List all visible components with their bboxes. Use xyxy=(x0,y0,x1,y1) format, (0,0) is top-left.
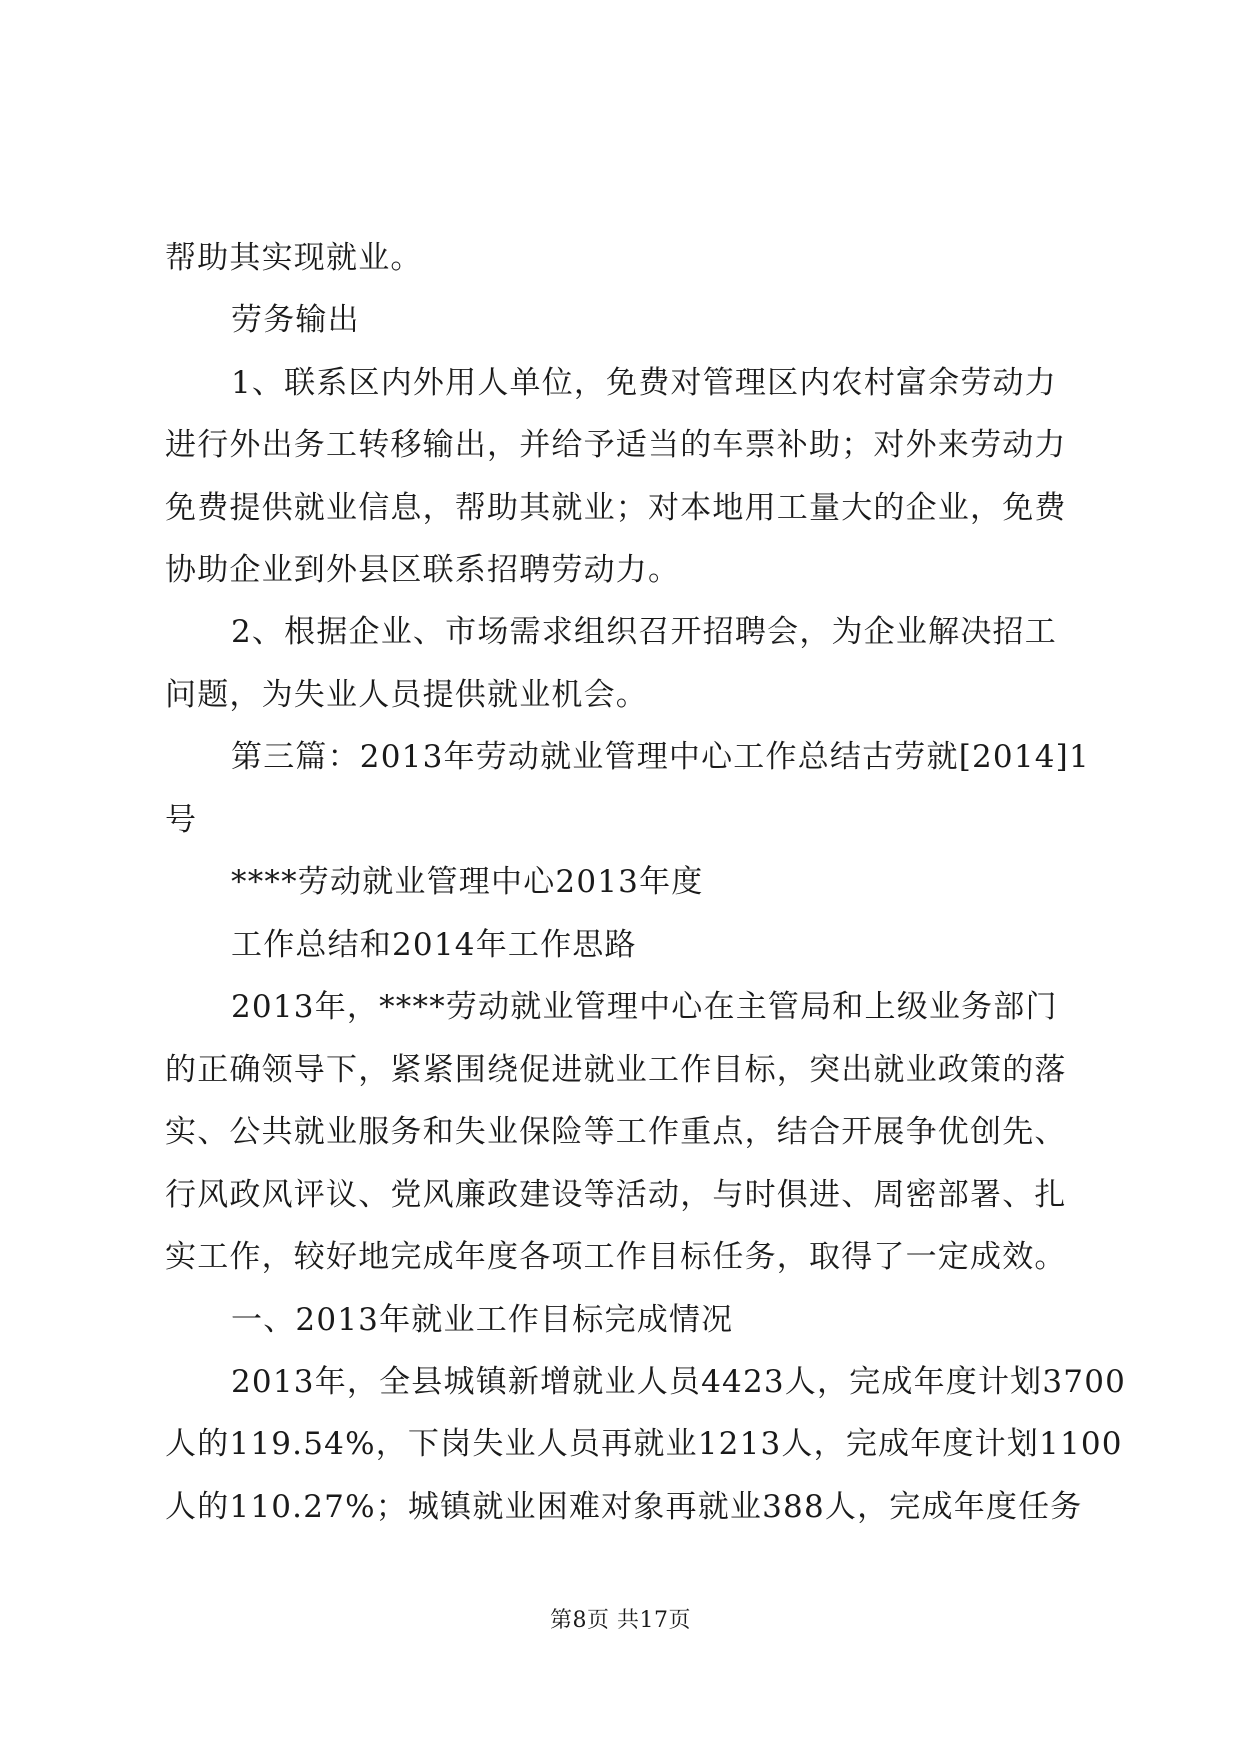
text-line: 2013年，****劳动就业管理中心在主管局和上级业务部门 xyxy=(231,989,1058,1025)
text-line: 帮助其实现就业。 xyxy=(165,240,423,276)
text-line: 协助企业到外县区联系招聘劳动力。 xyxy=(165,552,681,588)
text-line: 1、联系区内外用人单位，免费对管理区内农村富余劳动力 xyxy=(231,365,1057,401)
text-line: 问题，为失业人员提供就业机会。 xyxy=(165,677,648,713)
text-line: 人的110.27%；城镇就业困难对象再就业388人，完成年度任务 xyxy=(165,1489,1083,1525)
text-line: 行风政风评议、党风廉政建设等活动，与时俱进、周密部署、扎 xyxy=(165,1177,1067,1213)
chapter-title: 第三篇：2013年劳动就业管理中心工作总结古劳就[2014]1 xyxy=(231,739,1090,775)
page-footer: 第8页 共17页 xyxy=(550,1608,691,1633)
text-line: 的正确领导下，紧紧围绕促进就业工作目标，突出就业政策的落 xyxy=(165,1052,1067,1088)
text-line: 实工作，较好地完成年度各项工作目标任务，取得了一定成效。 xyxy=(165,1239,1067,1275)
report-subtitle: 工作总结和2014年工作思路 xyxy=(231,927,637,963)
section-heading: 劳务输出 xyxy=(231,302,360,338)
section-heading: 一、2013年就业工作目标完成情况 xyxy=(231,1302,734,1338)
text-line: 进行外出务工转移输出，并给予适当的车票补助；对外来劳动力 xyxy=(165,427,1067,463)
report-title: ****劳动就业管理中心2013年度 xyxy=(231,864,704,900)
text-line: 2013年，全县城镇新增就业人员4423人，完成年度计划3700 xyxy=(231,1364,1127,1400)
text-line: 免费提供就业信息，帮助其就业；对本地用工量大的企业，免费 xyxy=(165,490,1067,526)
text-line: 实、公共就业服务和失业保险等工作重点，结合开展争优创先、 xyxy=(165,1114,1067,1150)
text-line: 人的119.54%，下岗失业人员再就业1213人，完成年度计划1100 xyxy=(165,1426,1123,1462)
text-line: 2、根据企业、市场需求组织召开招聘会，为企业解决招工 xyxy=(231,614,1057,650)
chapter-title-continued: 号 xyxy=(165,802,198,838)
